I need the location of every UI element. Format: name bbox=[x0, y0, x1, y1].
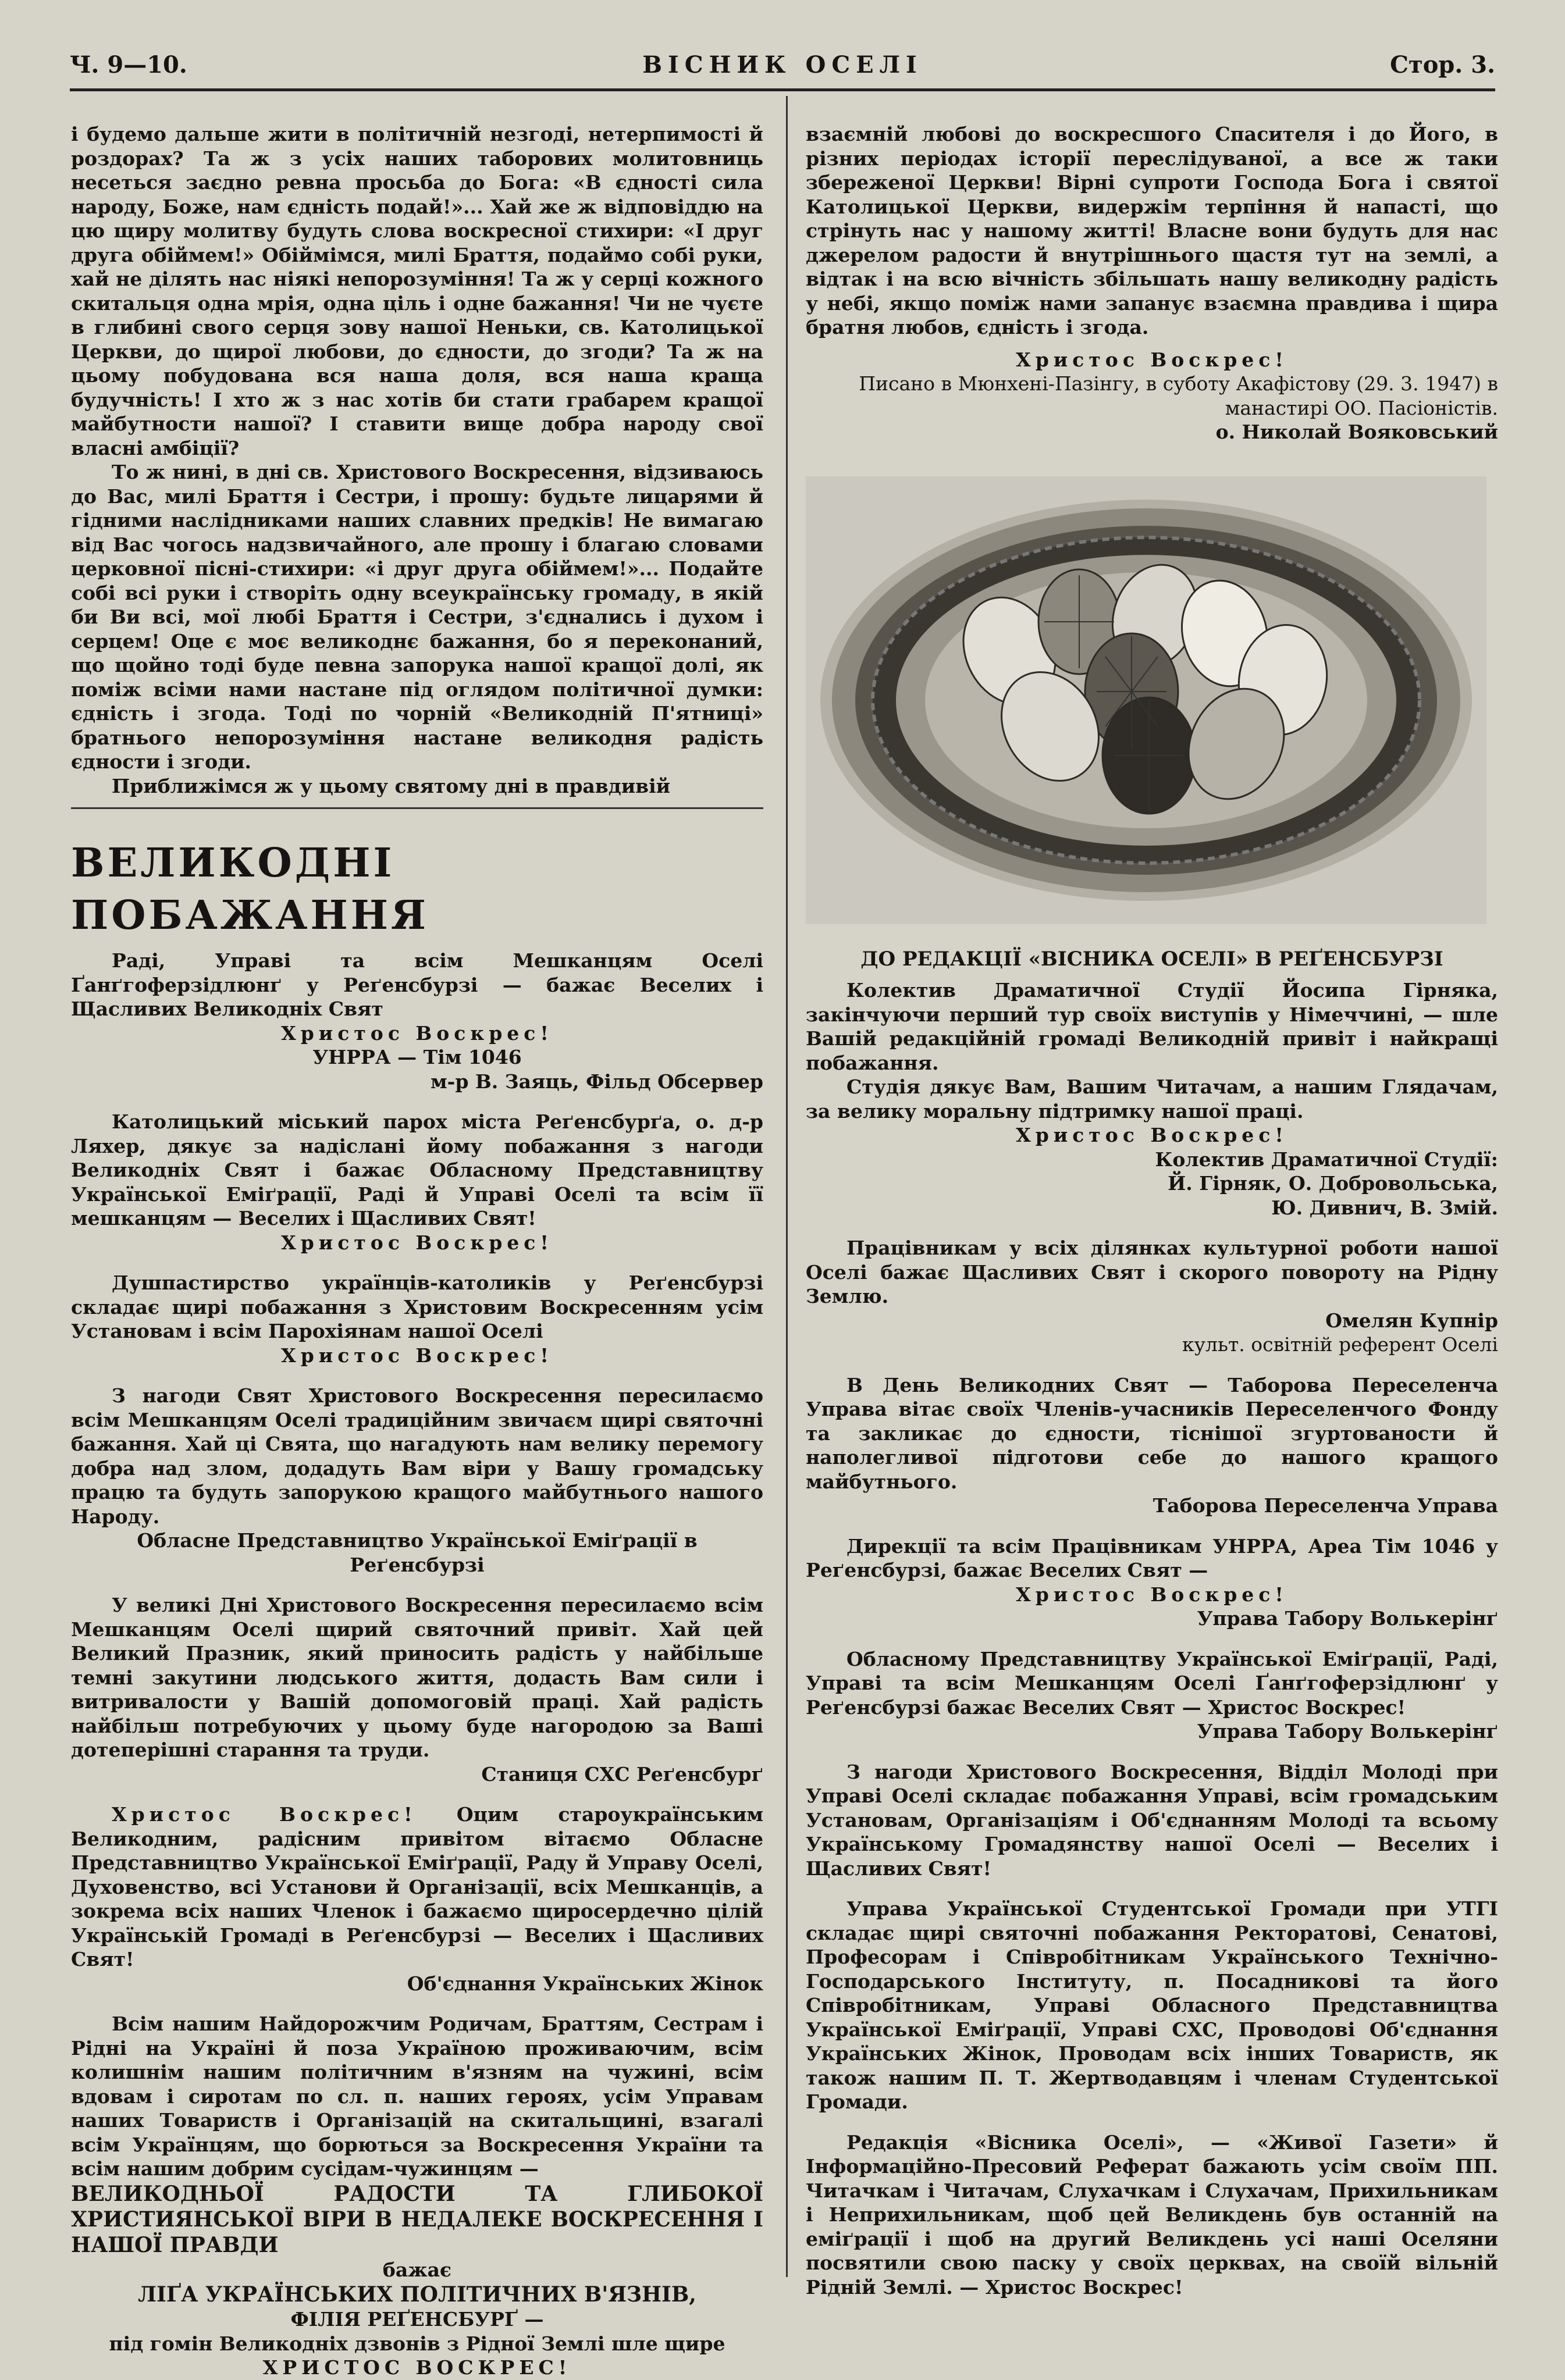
greeting-org: УНРРА — Тім 1046 bbox=[312, 1046, 522, 1068]
paragraph: Приближімся ж у цьому святому дні в правдивій bbox=[112, 774, 671, 797]
page-header bbox=[70, 51, 1495, 86]
christ-is-risen: Христос Воскрес! bbox=[112, 1803, 417, 1826]
greeting-text: У великі Дні Христового Воскресення пересилаємо всім Мешканцям Оселі щирий святочний привіт. Хай цей Великий Празник, який приносить радість у найбільше темні закутини людського життя, додасть Вам сили і витривалости у Вашій допомоговій праці. Хай радість найбільш потребуючих у цьому буде нагородою за Ваші дотеперішні старання та труди. bbox=[71, 1594, 763, 1761]
greeting-text: З нагоди Христового Воскресення, Відділ Молоді при Управі Оселі складає побажання Управі, всім громадським Установам, Організаціям і Об'єднанням Молоді та всьому Українському Громадянству нашої Оселі — Веселих і Щасливих Свят! bbox=[806, 1760, 1498, 1880]
christ-is-risen: ХРИСТОС ВОСКРЕС! bbox=[262, 2356, 572, 2379]
greeting-caps: ВЕЛИКОДНЬОЇ РАДОСТИ ТА ГЛИБОКОЇ ХРИСТИЯНСЬКОЇ ВІРИ В НЕДАЛЕКЕ ВОСКРЕСЕННЯ І НАШОЇ ПРАВДИ bbox=[71, 2181, 763, 2257]
newspaper-title: ВІСНИК ОСЕЛІ bbox=[642, 51, 923, 79]
paragraph: взаємній любові до воскресшого Спасителя і до Його, в різних періодах історії переслідуваної, а все ж таки збереженої Церкви! Вірні супроти Господа Бога і святої Католицької Церкви, видержім терпіння й напасті, що стрінуть нас у нашому житті! Власне вони будуть для нас джерелом радости й внутрішнього щастя тут на землі, а відтак і на всю вічність збільшать нашу великодну радість у небі, якщо поміж нами запанує взаємна правдива і щира братня любов, єдність і згода. bbox=[806, 123, 1498, 339]
greeting-text: Студія дякує Вам, Вашим Читачам, а нашим Глядачам, за велику моральну підтримку нашої праці. bbox=[806, 1075, 1498, 1123]
divider bbox=[71, 807, 763, 809]
greeting-org: ФІЛІЯ РЕҐЕНСБУРҐ — bbox=[290, 2308, 544, 2331]
greeting-text: Обласному Представництву Української Еміґрації, Раді, Управі та всім Мешканцям Оселі Ґанґгоферзідлюнґ у Реґенсбурзі бажає Веселих Свят — Христос Воскрес! bbox=[806, 1647, 1498, 1719]
written-note: Писано в Мюнхені-Пазінгу, в суботу Акафістову (29. 3. 1947) в манастирі ОО. Пасіоністів. bbox=[859, 372, 1498, 419]
greeting-signature: Ю. Дивнич, В. Змій. bbox=[1271, 1196, 1498, 1219]
greeting-text: Колектив Драматичної Студії Йосипа Гірняка, закінчуючи перший тур своїх виступів у Німеччині, — шле Вашій редакційній громаді Великодній привіт і найкращі побажання. bbox=[806, 979, 1498, 1074]
christ-is-risen: Христос Воскрес! bbox=[281, 1231, 553, 1254]
header-rule bbox=[70, 88, 1495, 91]
greeting-signature: Й. Гірняк, О. Добровольська, bbox=[1168, 1172, 1498, 1195]
christ-is-risen: Христос Воскрес! bbox=[281, 1344, 553, 1367]
greeting-signature: Станиця СХС Реґенсбурґ bbox=[481, 1762, 763, 1786]
paragraph: То ж нині, в дні св. Христового Воскресення, відзиваюсь до Вас, милі Браття і Сестри, і прошу: будьте лицарями й гідними наслідниками наших славних предків! Не вимагаю від Вас чогось надзвичайного, але прошу і благаю словами церковної пісні-стихири: «і друг друга обіймем!»... Подайте собі всі руки і створіть одну всеукраїнську громаду, в якій би Ви всі, мої любі Браття і Сестри, з'єднались і духом і серцем! Оце є моє великоднє бажання, бо я переконаний, що щойно тоді буде певна запорука нашої кращої долі, як поміж всіми нами настане під оглядом політичної думки: єдність і згода. Тоді по чорній «Великодній П'ятниці» братнього непорозуміння настане великодня радість єдности і згоди. bbox=[71, 461, 763, 773]
greeting-signature: м-р В. Заяць, Фільд Обсервер bbox=[430, 1070, 763, 1093]
christ-is-risen: Христос Воскрес! bbox=[1016, 348, 1288, 371]
author-signature: о. Николай Вояковський bbox=[1215, 421, 1498, 443]
greeting-text: Управа Української Студентської Громади при УТГІ складає щирі святочні побажання Ректоратові, Сенатові, Професорам і Співробітникам Українського Технічно-Господарського Інституту, п. Посадникові та його Співробітникам, Управі Обласного Представництва Української Еміґрації, Управі СХС, Проводові Об'єднання Українських Жінок, Проводам всіх інших Товариств, як також нашим П. Т. Жертводавцям і членам Студентської Громади. bbox=[806, 1897, 1498, 2113]
greeting-text: Всім нашим Найдорожчим Родичам, Браттям, Сестрам і Рідні на Україні й поза Україною проживаючим, всім колишнім нашим політичним в'язням на чужині, всім вдовам і сиротам по сл. п. наших героях, усім Управам наших Товариств і Організацій на скитальщині, взагалі всім Українцям, що борються за Воскресення України та всім нашим добрим сусідам-чужинцям — bbox=[71, 2012, 763, 2180]
greeting-line: під гомін Великодніх дзвонів з Рідної Землі шле щире bbox=[109, 2332, 725, 2355]
greeting-text: Редакція «Вісника Оселі», — «Живої Газети» й Інформаційно-Пресовий Реферат бажають усім своїм ПП. Читачкам і Читачам, Слухачкам і Слухачам, Прихильникам і Неприхильникам, щоб цей Великдень був останній на еміґрації і щоб на другий Великдень усі наші Оселяни посвятили свою паску у своїх церквах, на своїй вільній Рідній Землі. — Христос Воскрес! bbox=[806, 2130, 1498, 2299]
greeting-signature: Таборова Переселенча Управа bbox=[1153, 1494, 1498, 1517]
greeting-signature: Об'єднання Українських Жінок bbox=[407, 1972, 763, 1995]
page-number: Стор. 3. bbox=[1390, 51, 1495, 79]
paragraph: і будемо дальше жити в політичній незгоді, нетерпимості й роздорах? Та ж з усіх наших таборових молитовниць несеться заєдно ревна просьба до Бога: «В єдності сила народу, Боже, нам єдність подай!»... Хай же ж відповіддю на цю щиру молитву будуть слова воскресної стихири: «І друг друга обіймем!» Обіймімся, милі Браття, подаймо собі руки, хай не ділять нас ніякі непорозуміння! Та ж у серці кожного скитальця одна мрія, одна ціль і одне бажання! Чи не чуєте в глибині свого серця зову нашої Неньки, св. Католицької Церкви, до щирої любови, до єдности, до згоди? Та ж на цьому побудована вся наша доля, вся наша краща будучність! І хто ж з нас хотів би стати грабарем кращої майбутности нашої? І ставити вище добра народу свої власні амбіції? bbox=[71, 123, 763, 459]
greeting-text bbox=[71, 1802, 763, 1972]
christ-is-risen: Христос Воскрес! bbox=[1016, 1583, 1288, 1606]
greeting-text: Душпастирство українців-католиків у Реґенсбурзі складає щирі побажання з Христовим Воскресенням усім Установам і всім Парохіянам нашої Оселі bbox=[71, 1271, 763, 1342]
christ-is-risen: Христос Воскрес! bbox=[281, 1021, 553, 1045]
greeting-text: В День Великодних Свят — Таборова Переселенча Управа вітає своїх Членів-учасників Переселенчого Фонду та закликає до єдности, тіснішої згуртованости й наполегливої підготови себе до нашого кращого майбутнього. bbox=[806, 1373, 1498, 1493]
christ-is-risen: Христос Воскрес! bbox=[1016, 1124, 1288, 1146]
greeting-text: Раді, Управі та всім Мешканцям Оселі Ґанґгоферзідлюнґ у Реґенсбурзі — бажає Веселих і Щасливих Великодніх Свят bbox=[71, 949, 763, 1020]
greeting-org: ЛІҐА УКРАЇНСЬКИХ ПОЛІТИЧНИХ В'ЯЗНІВ, bbox=[138, 2282, 696, 2307]
greeting-body: Оцим староукраїнським Великодним, радісним привітом вітаємо Обласне Представництво Української Еміґрації, Раду й Управу Оселі, Духовенство, всі Установи й Організації, всіх Мешканців, а зокрема всіх наших Членок і бажаємо щиросердечно цілій Українській Громаді в Реґенсбурзі — Веселих і Щасливих Свят! bbox=[71, 1803, 763, 1971]
greeting-text: Католицький міський парох міста Реґенсбурґа, о. д-р Ляхер, дякує за надіслані йому побажання з нагоди Великодніх Свят і бажає Обласному Представництву Української Еміґрації, Раді й Управі Оселі та всім її мешканцям — Веселих і Щасливих Свят! bbox=[71, 1110, 763, 1230]
greeting-signature: Управа Табору Волькерінґ bbox=[1197, 1720, 1498, 1743]
greeting-signature: Колектив Драматичної Студії: bbox=[1155, 1148, 1498, 1171]
greeting-text: З нагоди Свят Христового Воскресення пересилаємо всім Мешканцям Оселі традиційним звичаєм щирі святочні бажання. Хай ці Свята, що нагадують нам велику перемогу добра над злом, додадуть Вам віри у Вашу громадську працю та будуть запорукою кращого майбутнього нашого Народу. bbox=[71, 1384, 763, 1528]
section-heading: ДО РЕДАКЦІЇ «ВІСНИКА ОСЕЛІ» В РЕҐЕНСБУРЗІ bbox=[860, 947, 1443, 971]
greeting-signature: Обласне Представництво Української Еміґрації в Реґенсбурзі bbox=[137, 1529, 698, 1576]
easter-eggs-photo bbox=[806, 476, 1486, 924]
greeting-wish: бажає bbox=[382, 2258, 452, 2281]
section-title: ВЕЛИКОДНІ ПОБАЖАННЯ bbox=[71, 840, 429, 939]
column-separator bbox=[786, 96, 788, 2277]
greeting-signature: Управа Табору Волькерінґ bbox=[1197, 1607, 1498, 1630]
right-column bbox=[806, 122, 1498, 2299]
greeting-text: Працівникам у всіх ділянках культурної роботи нашої Оселі бажає Щасливих Свят і скорого повороту на Рідну Землю. bbox=[806, 1237, 1498, 1307]
greeting-text: Дирекції та всім Працівникам УНРРА, Ареа Тім 1046 у Реґенсбурзі, бажає Веселих Свят — bbox=[806, 1534, 1498, 1581]
greeting-role: культ. освітній референт Оселі bbox=[1182, 1333, 1498, 1356]
greeting-signature: Омелян Купнір bbox=[1325, 1309, 1498, 1332]
left-column bbox=[71, 122, 763, 2380]
issue-number: Ч. 9—10. bbox=[70, 51, 187, 79]
